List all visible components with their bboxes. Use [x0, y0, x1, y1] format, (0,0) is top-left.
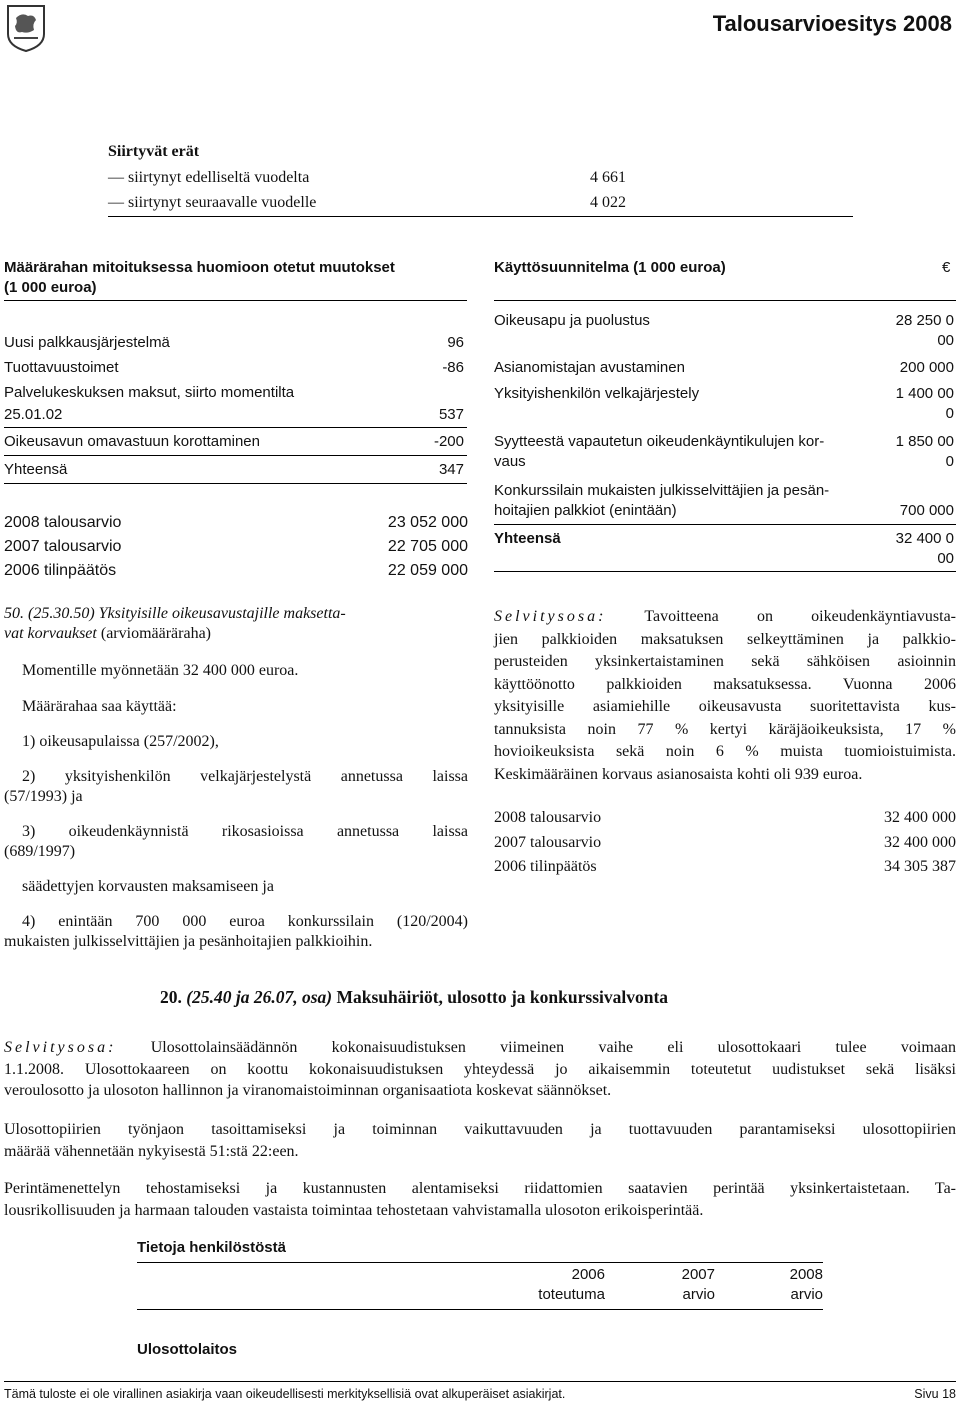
footer-divider	[4, 1381, 956, 1382]
section-20-heading: 20. (25.40 ja 26.07, osa) Maksuhäiriöt, ulosotto ja konkurssivalvonta	[160, 987, 669, 1007]
muutokset-row: Oikeusavun omavastuun korottaminen -200	[4, 433, 464, 450]
budget-row: 2006 tilinpäätös 22 059 000	[4, 562, 468, 579]
moment-50-heading: 50. (25.30.50) Yksityisille oikeusavustajille maksetta- vat korvaukset (arviomääräraha)	[4, 605, 346, 642]
ulosotto-paragraph: Perintämenettelyn tehostamiseksi ja kustannusten alentamiseksi riidattomien saatavien perintää yksinkertaistetaan. Ta- lousrikollisuuden ja harmaan talouden vastaista toimintaa tehostetaan vahvistamalla ulosoton erikoisperintää.	[4, 1180, 956, 1219]
coat-of-arms-lion-logo	[6, 4, 46, 52]
selvitysosa-label: Selvitysosa:	[4, 1039, 117, 1056]
kaytto-row-label: Syytteestä vapautetun oikeudenkäyntikulujen kor- vaus	[494, 433, 825, 470]
staff-section-title: Tietoja henkilöstöstä	[137, 1239, 286, 1256]
footer-disclaimer: Tämä tuloste ei ole virallinen asiakirja vaan oikeudellisesti merkityksellisiä ovat alkuperäiset asiakirjat.	[4, 1387, 566, 1401]
moment-50-paragraph: 2) yksityishenkilön velkajärjestelystä annetussa laissa (57/1993) ja	[4, 768, 468, 805]
staff-col-header-2007: 2007 arvio	[681, 1266, 715, 1303]
budget-row: 2007 talousarvio 32 400 000	[494, 834, 956, 851]
divider	[137, 1262, 823, 1263]
kaytto-row-value: 1 400 00 0	[895, 385, 954, 422]
staff-row-label: Ulosottolaitos	[137, 1341, 237, 1358]
moment-50-paragraph: 1) oikeusapulaissa (257/2002),	[22, 733, 219, 750]
moment-50-paragraph: 3) oikeudenkäynnistä rikosasioissa annetussa laissa (689/1997)	[4, 823, 468, 860]
budget-row: 2008 talousarvio 32 400 000	[494, 809, 956, 826]
divider	[494, 571, 956, 572]
ulosotto-paragraph: Selvitysosa: Ulosottolainsäädännön kokonaisuudistuksen viimeinen vaihe eli ulosottokaari tulee voimaan 1.1.2008. Ulosottokaareen on koottu kokonaisuudistuksen yhteydessä jo aikaisemmin toteutetut uudistukset sekä lisäksi veroulosotto ja ulosoton hallinnon ja viranomaistoiminnan organisaatiota koskevat säännökset.	[4, 1039, 956, 1099]
kaytto-title: Käyttösuunnitelma (1 000 euroa)	[494, 259, 726, 276]
moment-50-paragraph: Momentille myönnetään 32 400 000 euroa.	[22, 662, 299, 679]
divider	[4, 427, 467, 428]
divider	[4, 483, 467, 484]
staff-col-header-2008: 2008 arvio	[789, 1266, 823, 1303]
divider	[494, 300, 956, 301]
muutokset-row: Palvelukeskuksen maksut, siirto momentilta	[4, 384, 295, 401]
kaytto-row-value: 28 250 0 00	[895, 312, 954, 349]
muutokset-title-line1: Määrärahan mitoituksessa huomioon otetut muutokset	[4, 259, 395, 276]
selvitysosa-label: Selvitysosa:	[494, 608, 607, 625]
kaytto-total-value: 32 400 0 00	[895, 530, 954, 567]
kaytto-row-label: Yksityishenkilön velkajärjestely	[494, 385, 700, 402]
budget-row: 2008 talousarvio 23 052 000	[4, 514, 468, 531]
page-number: Sivu 18	[914, 1387, 956, 1401]
muutokset-title-line2: (1 000 euroa)	[4, 279, 97, 296]
kaytto-row-value: 200 000	[899, 359, 954, 376]
moment-50-paragraph: Määrärahaa saa käyttää:	[22, 698, 177, 715]
divider	[4, 455, 467, 456]
budget-row: 2007 talousarvio 22 705 000	[4, 538, 468, 555]
kaytto-row-value: 700 000	[899, 502, 954, 519]
kaytto-row-value: 1 850 00 0	[895, 433, 954, 470]
divider	[137, 1309, 823, 1310]
ulosotto-paragraph: Ulosottopiirien työnjaon tasoittamiseksi ja toiminnan vaikuttavuuden ja tuottavuuden parantamiseksi ulosottopiirien määrää vähennetään nykyisestä 51:stä 22:een.	[4, 1121, 956, 1160]
siirtyvat-row: — siirtynyt seuraavalle vuodelle 4 022	[108, 194, 626, 211]
kaytto-total-label: Yhteensä	[494, 530, 561, 547]
document-header-title: Talousarvioesitys 2008	[712, 11, 952, 36]
kaytto-row-label: Oikeusapu ja puolustus	[494, 312, 650, 329]
muutokset-total-row: Yhteensä 347	[4, 461, 464, 478]
divider	[108, 216, 853, 217]
siirtyvat-title: Siirtyvät erät	[108, 143, 200, 160]
siirtyvat-row: — siirtynyt edelliseltä vuodelta 4 661	[108, 169, 626, 186]
moment-50-paragraph: 4) enintään 700 000 euroa konkurssilain (120/2004) mukaisten julkisselvittäjien ja pesänhoitajien palkkioihin.	[4, 913, 468, 950]
currency-symbol: €	[942, 259, 951, 276]
muutokset-row: Uusi palkkausjärjestelmä 96	[4, 334, 464, 351]
kaytto-row-label: Konkurssilain mukaisten julkisselvittäjien ja pesän- hoitajien palkkiot (enintään)	[494, 482, 830, 519]
muutokset-row: Tuottavuustoimet -86	[4, 359, 464, 376]
divider	[4, 300, 467, 301]
divider	[494, 524, 956, 525]
budget-row: 2006 tilinpäätös 34 305 387	[494, 858, 956, 875]
kaytto-row-label: Asianomistajan avustaminen	[494, 359, 685, 376]
staff-col-header-2006: 2006 toteutuma	[538, 1266, 605, 1303]
moment-50-paragraph: säädettyjen korvausten maksamiseen ja	[22, 878, 274, 895]
selvitysosa-paragraph: Selvitysosa: Tavoitteena on oikeudenkäyntiavusta- jien palkkioiden maksatuksen selkeyttäminen ja palkkio- perusteiden yksinkertaistaminen sekä sähköisen asioinnin käyttöönotto palkkioiden maksatuksessa. Vuonna 2006 yksityisille asiamiehille oikeusavusta suoritettavista kus- tannuksista noin 77 % kertyi käräjäoikeuksista, 17 % hovioikeuksista sekä noin 6 % muista tuomioistuimista. Keskimääräinen korvaus asianosaista kohti oli 939 euroa.	[494, 608, 956, 783]
muutokset-row: 25.01.02 537	[4, 406, 464, 423]
